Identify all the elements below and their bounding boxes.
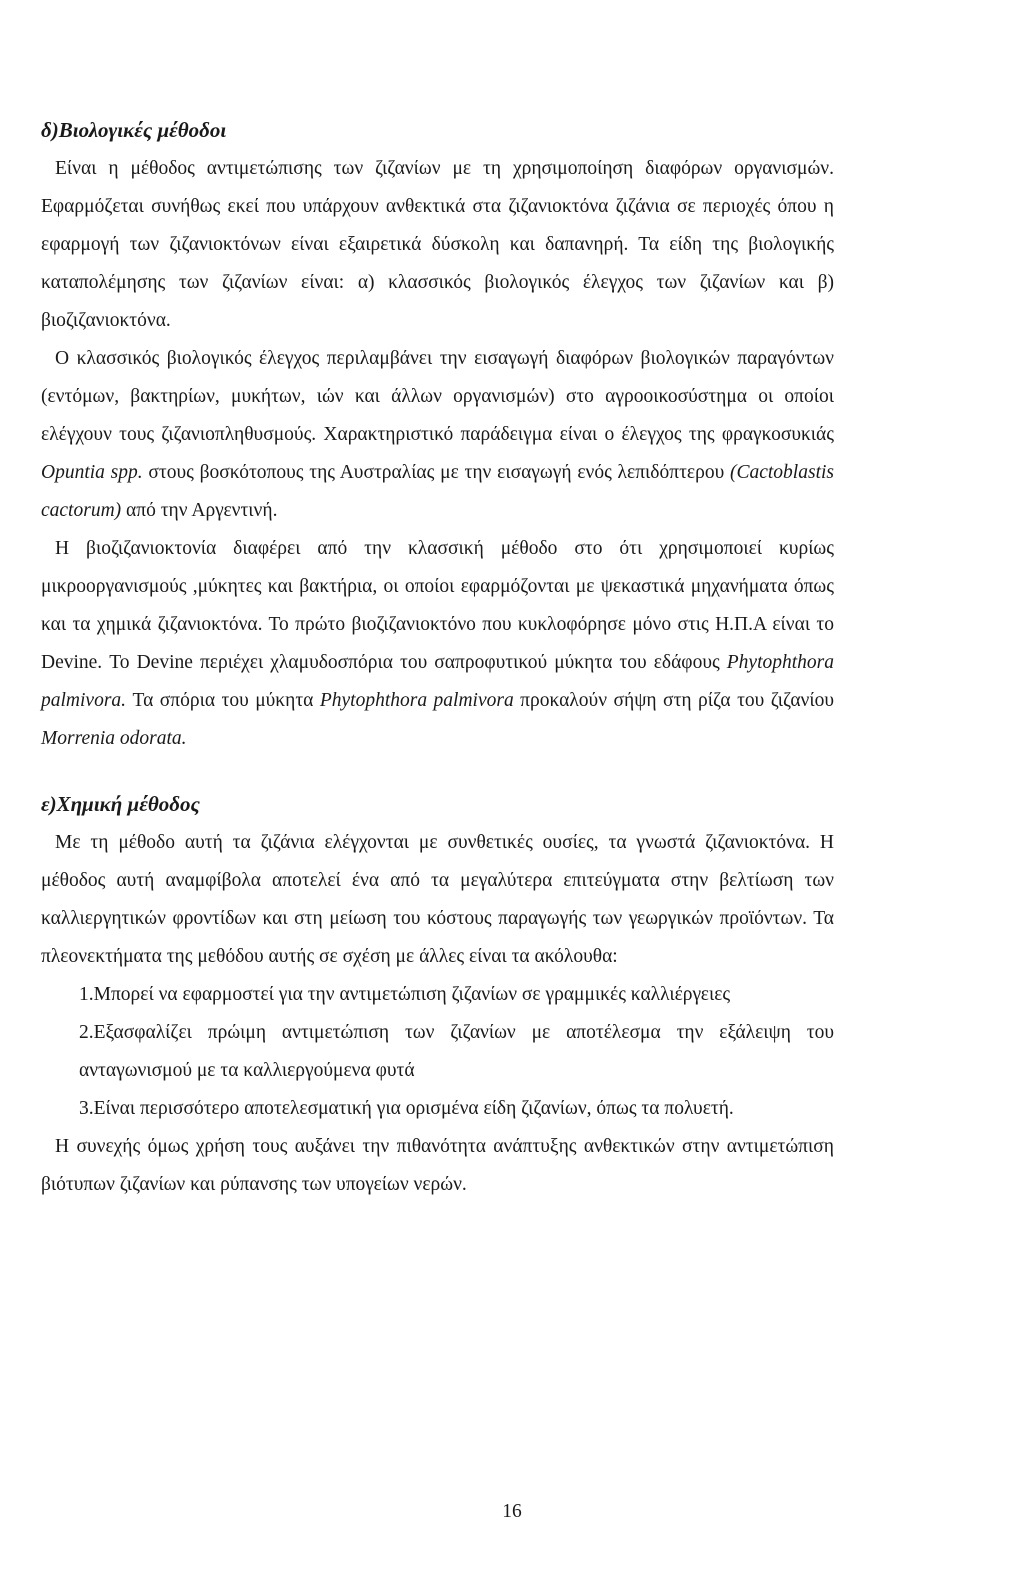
paragraph-biological-intro: Είναι η μέθοδος αντιμετώπισης των ζιζανίων με τη χρησιμοποίηση διαφόρων οργανισμών. Εφαρμόζεται συνήθως εκεί που υπάρχουν ανθεκτικά στα ζιζανιοκτόνα ζιζάνια σε περιοχές όπου η εφαρμογή των ζιζανιοκτόνων είναι εξαιρετικά δύσκολη και δαπανηρή. Τα είδη της βιολογικής καταπολέμησης των ζιζανίων είναι: α) κλασσικός βιολογικός έλεγχος των ζιζανίων και β) βιοζιζανιοκτόνα.: [41, 158, 834, 331]
paragraph-chemical-drawbacks: Η συνεχής όμως χρήση τους αυξάνει την πιθανότητα ανάπτυξης ανθεκτικών στην αντιμετώπιση βιότυπων ζιζανίων και ρύπανσης των υπογείων νερών.: [41, 1136, 834, 1195]
species-name: (Cactoblastis cactorum): [41, 462, 834, 521]
list-item: 3.Είναι περισσότερο αποτελεσματική για ορισμένα είδη ζιζανίων, όπως τα πολυετή.: [79, 1098, 734, 1119]
list-item: 2.Εξασφαλίζει πρώιμη αντιμετώπιση των ζιζανίων με αποτέλεσμα την εξάλειψη του ανταγωνισμού με τα καλλιεργούμενα φυτά: [79, 1022, 834, 1081]
text-span: στους βοσκότοπους της Αυστραλίας με την εισαγωγή ενός λεπιδόπτερου: [142, 462, 730, 483]
species-name: Morrenia odorata.: [41, 728, 187, 749]
section-heading-biological-methods: δ)Βιολογικές μέθοδοι: [41, 118, 227, 142]
page-number: 16: [502, 1501, 522, 1522]
paragraph-bioherbicides: [41, 530, 834, 758]
paragraph-chemical-intro: Με τη μέθοδο αυτή τα ζιζάνια ελέγχονται με συνθετικές ουσίες, τα γνωστά ζιζανιοκτόνα. Η μέθοδος αυτή αναμφίβολα αποτελεί ένα από τα μεγαλύτερα επιτεύγματα στην βελτίωση των καλλιεργητικών φροντίδων και στη μείωση του κόστους παραγωγής των γεωργικών προϊόντων. Τα πλεονεκτήματα της μεθόδου αυτής σε σχέση με άλλες είναι τα ακόλουθα:: [41, 832, 834, 967]
list-item: 1.Μπορεί να εφαρμοστεί για την αντιμετώπιση ζιζανίων σε γραμμικές καλλιέργειες: [79, 984, 731, 1005]
section-heading-chemical-method: ε)Χημική μέθοδος: [41, 792, 200, 816]
text-span: από την Αργεντινή.: [121, 500, 278, 521]
species-name: Opuntia spp.: [41, 462, 143, 483]
paragraph-classical-biological-control: [41, 340, 834, 530]
text-span: Ο κλασσικός βιολογικός έλεγχος περιλαμβάνει την εισαγωγή διαφόρων βιολογικών παραγόντων (εντόμων, βακτηρίων, μυκήτων, ιών και άλλων οργανισμών) στο αγροοικοσύστημα οι οποίοι ελέγχουν τους ζιζανιοπληθυσμούς. Χαρακτηριστικό παράδειγμα είναι ο έλεγχος της φραγκοσυκιάς: [41, 348, 834, 445]
text-span: Η βιοζιζανιοκτονία διαφέρει από την κλασσική μέθοδο στο ότι χρησιμοποιεί κυρίως μικροοργανισμούς ,μύκητες και βακτήρια, οι οποίοι εφαρμόζονται με ψεκαστικά μηχανήματα όπως και τα χημικά ζιζανιοκτόνα. Το πρώτο βιοζιζανιοκτόνο που κυκλοφόρησε μόνο στις Η.Π.Α είναι το Devine. Το Devine περιέχει χλαμυδοσπόρια του σαπροφυτικού μύκητα του εδάφους: [41, 538, 834, 673]
species-name: Phytophthora palmivora: [319, 690, 514, 711]
text-span: Τα σπόρια του μύκητα: [126, 690, 320, 711]
text-span: προκαλούν σήψη στη ρίζα του ζιζανίου: [513, 690, 834, 711]
species-name: Phytophthora palmivora.: [41, 652, 834, 711]
document-page: [41, 114, 834, 1204]
